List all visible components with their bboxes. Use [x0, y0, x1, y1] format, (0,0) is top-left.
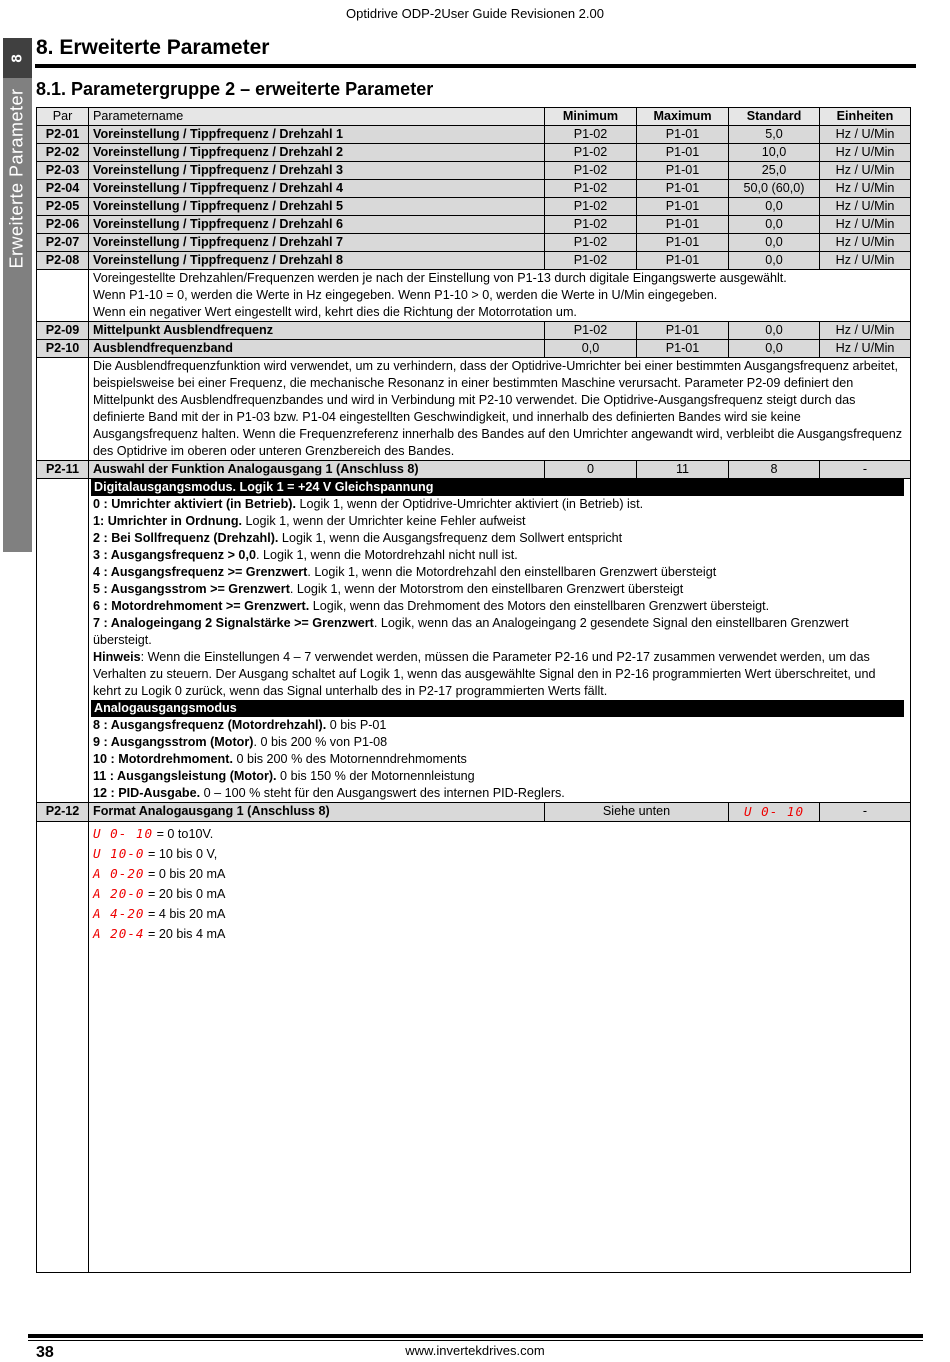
- chapter-number: 8: [9, 53, 26, 63]
- digital-option: [93, 581, 906, 598]
- param-minimum: P1-02: [545, 126, 637, 144]
- param-maximum: P1-01: [637, 340, 729, 358]
- parameter-row: [37, 126, 911, 144]
- option-description: Logik 1, wenn die Ausgangsfrequenz dem Sollwert entspricht: [278, 531, 623, 545]
- param-unit: Hz / U/Min: [820, 340, 911, 358]
- header-minimum: Minimum: [545, 108, 637, 126]
- param-unit: -: [820, 803, 911, 822]
- option-code: 8 : Ausgangsfrequenz (Motordrehzahl).: [93, 718, 327, 732]
- option-code: 3 : Ausgangsfrequenz > 0,0: [93, 548, 256, 562]
- analog-option: [93, 717, 906, 734]
- display-code: A 20-4: [93, 926, 145, 941]
- description-cell: [89, 270, 911, 322]
- param-default: 0,0: [729, 340, 820, 358]
- option-description: Logik 1, wenn der Umrichter keine Fehler aufweist: [242, 514, 526, 528]
- param-maximum: P1-01: [637, 198, 729, 216]
- description-par-blank: [37, 358, 89, 461]
- parameter-row: [37, 144, 911, 162]
- footer-rule-thin: [28, 1340, 923, 1341]
- parameter-row: [37, 322, 911, 340]
- footer-url[interactable]: www.invertekdrives.com: [405, 1343, 545, 1358]
- format-option: [93, 904, 906, 924]
- parameter-row: [37, 180, 911, 198]
- param-unit: Hz / U/Min: [820, 252, 911, 270]
- description-row: [37, 822, 911, 1273]
- table-header-row: [37, 108, 911, 126]
- param-default: 0,0: [729, 322, 820, 340]
- option-code: 1: Umrichter in Ordnung.: [93, 514, 243, 528]
- format-option: [93, 884, 906, 904]
- param-default: 50,0 (60,0): [729, 180, 820, 198]
- option-code: 10 : Motordrehmoment.: [93, 752, 233, 766]
- digital-option: [93, 615, 906, 649]
- description-cell: [89, 358, 911, 461]
- param-unit: Hz / U/Min: [820, 322, 911, 340]
- option-description: . Logik 1, wenn die Motordrehzahl nicht null ist.: [255, 548, 518, 562]
- option-code: 5 : Ausgangsstrom >= Grenzwert: [93, 582, 290, 596]
- analog-mode-band: Analogausgangsmodus: [91, 700, 904, 717]
- param-unit: Hz / U/Min: [820, 180, 911, 198]
- digital-option: [93, 547, 906, 564]
- param-min-max: Siehe unten: [545, 803, 729, 822]
- digital-mode-band: Digitalausgangsmodus. Logik 1 = +24 V Gleichspannung: [91, 479, 904, 496]
- description-row: [37, 358, 911, 461]
- parameter-row: [37, 198, 911, 216]
- param-name: Format Analogausgang 1 (Anschluss 8): [89, 803, 545, 822]
- param-name: Voreinstellung / Tippfrequenz / Drehzahl 7: [89, 234, 545, 252]
- digital-option: [93, 530, 906, 547]
- param-maximum: P1-01: [637, 144, 729, 162]
- format-description: = 0 bis 20 mA: [148, 867, 226, 881]
- param-minimum: P1-02: [545, 162, 637, 180]
- document-header: Optidrive ODP-2User Guide Revisionen 2.00: [346, 6, 604, 21]
- param-name: Voreinstellung / Tippfrequenz / Drehzahl 5: [89, 198, 545, 216]
- param-minimum: P1-02: [545, 180, 637, 198]
- param-unit: Hz / U/Min: [820, 126, 911, 144]
- parameter-table: [36, 107, 911, 1273]
- header-parametername: Parametername: [89, 108, 545, 126]
- note-line: Voreingestellte Drehzahlen/Frequenzen werden je nach der Einstellung von P1-13 durch digitale Eingangswerte ausgewählt.: [93, 271, 787, 285]
- format-option: [93, 864, 906, 884]
- param-name: Voreinstellung / Tippfrequenz / Drehzahl 4: [89, 180, 545, 198]
- description-par-blank: [37, 270, 89, 322]
- option-description: . Logik 1, wenn die Motordrehzahl den einstellbaren Grenzwert übersteigt: [307, 565, 717, 579]
- param-code: P2-12: [37, 803, 89, 822]
- param-default: 5,0: [729, 126, 820, 144]
- parameter-row: [37, 340, 911, 358]
- display-code: A 20-0: [93, 886, 145, 901]
- param-default: 25,0: [729, 162, 820, 180]
- parameter-row: [37, 461, 911, 479]
- format-option: [93, 924, 906, 944]
- analog-option: [93, 785, 906, 802]
- description-cell: [89, 479, 911, 803]
- param-code: P2-09: [37, 322, 89, 340]
- format-option: [93, 824, 906, 844]
- option-code: 6 : Motordrehmoment >= Grenzwert.: [93, 599, 310, 613]
- param-code: P2-07: [37, 234, 89, 252]
- digital-option: [93, 496, 906, 513]
- format-description: = 10 bis 0 V,: [148, 847, 218, 861]
- option-description: Logik, wenn das Drehmoment des Motors den einstellbaren Grenzwert übersteigt.: [309, 599, 770, 613]
- header-maximum: Maximum: [637, 108, 729, 126]
- option-description: Logik 1, wenn der Optidrive-Umrichter aktiviert (in Betrieb) ist.: [295, 497, 644, 511]
- param-name: Ausblendfrequenzband: [89, 340, 545, 358]
- param-name: Voreinstellung / Tippfrequenz / Drehzahl 2: [89, 144, 545, 162]
- param-code: P2-04: [37, 180, 89, 198]
- param-code: P2-08: [37, 252, 89, 270]
- param-unit: Hz / U/Min: [820, 198, 911, 216]
- option-code: 9 : Ausgangsstrom (Motor): [93, 735, 254, 749]
- param-minimum: P1-02: [545, 252, 637, 270]
- param-default: 8: [729, 461, 820, 479]
- param-maximum: P1-01: [637, 162, 729, 180]
- param-maximum: P1-01: [637, 216, 729, 234]
- header-standard: Standard: [729, 108, 820, 126]
- param-maximum: P1-01: [637, 252, 729, 270]
- header-par: Par: [37, 108, 89, 126]
- parameter-row: [37, 252, 911, 270]
- option-code: Hinweis: [93, 650, 141, 664]
- option-description: 0 – 100 % steht für den Ausgangswert des internen PID-Reglers.: [200, 786, 565, 800]
- param-code: P2-11: [37, 461, 89, 479]
- param-default: 10,0: [729, 144, 820, 162]
- param-unit: Hz / U/Min: [820, 216, 911, 234]
- param-name: Auswahl der Funktion Analogausgang 1 (Anschluss 8): [89, 461, 545, 479]
- digital-option: [93, 598, 906, 615]
- param-unit: Hz / U/Min: [820, 234, 911, 252]
- format-description: = 20 bis 4 mA: [148, 927, 226, 941]
- option-description: . Logik, wenn das an Analogeingang 2 gesendete Signal den einstellbaren Grenzwert übersteigt.: [93, 616, 849, 647]
- analog-option: [93, 734, 906, 751]
- param-default: 0,0: [729, 252, 820, 270]
- display-code: U 0- 10: [93, 826, 154, 841]
- option-description: 0 bis 150 % der Motornennleistung: [276, 769, 475, 783]
- parameter-row: [37, 803, 911, 822]
- display-code: A 0-20: [93, 866, 145, 881]
- param-code: P2-05: [37, 198, 89, 216]
- description-row: [37, 479, 911, 803]
- display-code: U 10-0: [93, 846, 145, 861]
- digital-option: [93, 564, 906, 581]
- param-unit: -: [820, 461, 911, 479]
- analog-option: [93, 768, 906, 785]
- page-number: 38: [36, 1344, 54, 1361]
- param-code: P2-06: [37, 216, 89, 234]
- param-minimum: P1-02: [545, 234, 637, 252]
- param-code: P2-02: [37, 144, 89, 162]
- format-description: = 0 to10V.: [156, 827, 214, 841]
- parameter-row: [37, 162, 911, 180]
- param-unit: Hz / U/Min: [820, 162, 911, 180]
- skip-frequency-description: Die Ausblendfrequenzfunktion wird verwendet, um zu verhindern, dass der Optidrive-Umrichter bei einer bestimmten Ausgangsfrequenz arbeitet, beispielsweise bei einer Frequenz, die mechanische Resonanz in einer bestimmten Maschine verursacht. Parameter P2-09 definiert den Mittelpunkt des Ausblendfrequenzbandes und wird in Verbindung mit P2-10 verwendet. Die Optidrive-Ausgangsfrequenz steigt durch das definierte Band mit der in P1-03 bzw. P1-04 eingestellten Geschwindigkeit, und innerhalb des definierten Bandes wird sie keine Ausgangsfrequenz halten. Wenn die Frequenzreferenz innerhalb des Bandes auf den Umrichter angewandt wird, verbleibt die Ausgangsfrequenz des Optidrive im oberen oder unteren Grenzbereich des Bandes.: [93, 359, 903, 458]
- parameter-row: [37, 234, 911, 252]
- title-rule: [35, 64, 916, 68]
- header-einheiten: Einheiten: [820, 108, 911, 126]
- param-minimum: P1-02: [545, 216, 637, 234]
- option-code: 12 : PID-Ausgabe.: [93, 786, 201, 800]
- display-code: U 0- 10: [743, 804, 805, 819]
- description-par-blank: [37, 822, 89, 1273]
- option-description: 0 bis P-01: [326, 718, 387, 732]
- param-minimum: 0: [545, 461, 637, 479]
- digital-option: [93, 649, 906, 700]
- param-maximum: P1-01: [637, 180, 729, 198]
- param-maximum: P1-01: [637, 234, 729, 252]
- parameter-row: [37, 216, 911, 234]
- format-option: [93, 844, 906, 864]
- format-description: = 20 bis 0 mA: [148, 887, 226, 901]
- param-unit: Hz / U/Min: [820, 144, 911, 162]
- param-default: 0,0: [729, 234, 820, 252]
- section-title: 8.1. Parametergruppe 2 – erweiterte Parameter: [36, 79, 434, 99]
- param-maximum: P1-01: [637, 322, 729, 340]
- option-code: 2 : Bei Sollfrequenz (Drehzahl).: [93, 531, 279, 545]
- param-maximum: P1-01: [637, 126, 729, 144]
- param-minimum: P1-02: [545, 198, 637, 216]
- note-line: Wenn ein negativer Wert eingestellt wird, kehrt dies die Richtung der Motorrotation um.: [93, 305, 577, 319]
- note-line: Wenn P1-10 = 0, werden die Werte in Hz eingegeben. Wenn P1-10 > 0, werden die Werte in U/Min eingegeben.: [93, 288, 718, 302]
- display-code: A 4-20: [93, 906, 145, 921]
- footer-rule: [28, 1334, 923, 1338]
- param-name: Mittelpunkt Ausblendfrequenz: [89, 322, 545, 340]
- param-code: P2-03: [37, 162, 89, 180]
- chapter-title: 8. Erweiterte Parameter: [36, 36, 270, 59]
- option-description: 0 bis 200 % des Motornenndrehmoments: [232, 752, 467, 766]
- option-description: . 0 bis 200 % von P1-08: [253, 735, 388, 749]
- option-code: 0 : Umrichter aktiviert (in Betrieb).: [93, 497, 296, 511]
- param-code: P2-01: [37, 126, 89, 144]
- param-name: Voreinstellung / Tippfrequenz / Drehzahl 1: [89, 126, 545, 144]
- description-cell: [89, 822, 911, 1273]
- chapter-side-label-text: Erweiterte Parameter: [7, 87, 27, 269]
- param-default: 0,0: [729, 216, 820, 234]
- option-description: . Logik 1, wenn der Motorstrom den einstellbaren Grenzwert übersteigt: [289, 582, 684, 596]
- format-description: = 4 bis 20 mA: [148, 907, 226, 921]
- param-name: Voreinstellung / Tippfrequenz / Drehzahl 6: [89, 216, 545, 234]
- digital-option: [93, 513, 906, 530]
- param-name: Voreinstellung / Tippfrequenz / Drehzahl 8: [89, 252, 545, 270]
- option-code: 11 : Ausgangsleistung (Motor).: [93, 769, 277, 783]
- description-row: [37, 270, 911, 322]
- param-minimum: 0,0: [545, 340, 637, 358]
- option-code: 7 : Analogeingang 2 Signalstärke >= Grenzwert: [93, 616, 374, 630]
- param-maximum: 11: [637, 461, 729, 479]
- description-par-blank: [37, 479, 89, 803]
- option-description: : Wenn die Einstellungen 4 – 7 verwendet werden, müssen die Parameter P2-16 und P2-17 zusammen verwendet werden, um das Verhalten zu steuern. Der Ausgang schaltet auf Logik 1, wenn das ausgewählte Signal den in P2-16 programmierten Wert überschreitet, und kehrt zu Logik 0 zurück, wenn das Signal unterhalb des in P2-17 programmierten Werts fällt.: [93, 650, 876, 698]
- param-minimum: P1-02: [545, 322, 637, 340]
- param-default: [729, 803, 820, 822]
- param-default: 0,0: [729, 198, 820, 216]
- param-name: Voreinstellung / Tippfrequenz / Drehzahl 3: [89, 162, 545, 180]
- param-code: P2-10: [37, 340, 89, 358]
- option-code: 4 : Ausgangsfrequenz >= Grenzwert: [93, 565, 308, 579]
- chapter-number-tab: [3, 38, 32, 78]
- chapter-side-label: [3, 78, 32, 278]
- analog-option: [93, 751, 906, 768]
- param-minimum: P1-02: [545, 144, 637, 162]
